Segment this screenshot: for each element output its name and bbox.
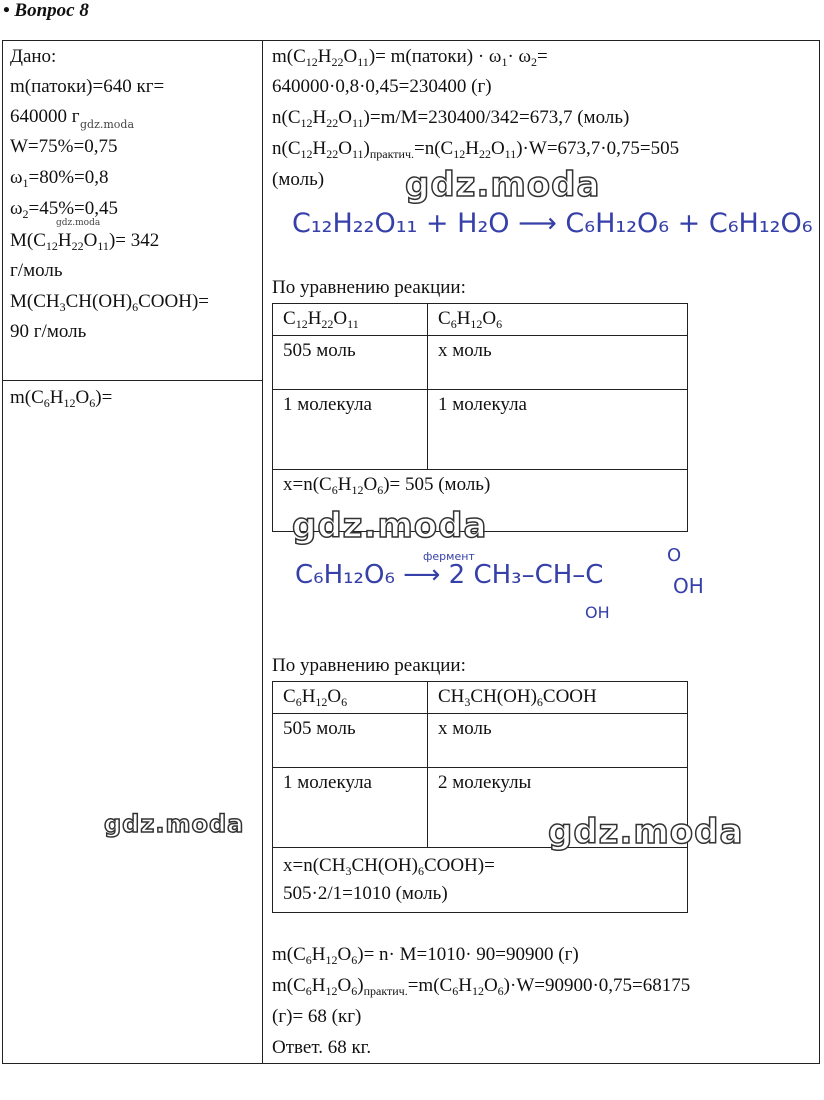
solution-line-3: $n(C_{12}H_{22}O_{11})=m/M=230400/342=673,7$ (моль) bbox=[272, 107, 630, 130]
t1-footer: $x=n(C_6H_{12}O_6)= 505$ (моль) bbox=[273, 470, 688, 532]
given-molar-mass-sucrose-unit: г/моль bbox=[10, 260, 63, 281]
given-find-divider bbox=[2, 380, 262, 381]
t2-header-lactic-acid: $CH_3CH(OH)_6COOH$ bbox=[428, 682, 688, 714]
practical-mass-result: (г)= 68 (кг) bbox=[272, 1006, 362, 1027]
ratio-table-2 bbox=[272, 681, 688, 913]
by-equation-label-2: По уравнению реакции: bbox=[272, 655, 466, 676]
t1-cell: 505 моль bbox=[273, 336, 428, 390]
t2-cell: 505 моль bbox=[273, 714, 428, 768]
t2-footer-line-2: 505·2/1=1010 (моль) bbox=[283, 883, 448, 904]
watermark-small: gdz.moda bbox=[80, 118, 135, 131]
column-divider bbox=[262, 40, 263, 1064]
t1-cell: 1 молекула bbox=[273, 390, 428, 470]
watermark-logo: gdz.moda bbox=[292, 506, 488, 546]
t1-header-glucose: $C_6H_{12}O_6$ bbox=[428, 304, 688, 336]
given-molar-mass-lactic-unit: 90 г/моль bbox=[10, 321, 87, 342]
t2-header-glucose: $C_6H_{12}O_6$ bbox=[273, 682, 428, 714]
solution-line-1: $m(C_{12}H_{22}O_{11})=$ m(патоки) · $\omega_1\cdot \omega_2=$ bbox=[272, 46, 548, 69]
question-title: • Вопрос 8 bbox=[3, 0, 89, 21]
solution-line-5: (моль) bbox=[272, 169, 325, 190]
t1-cell: x моль bbox=[428, 336, 688, 390]
t2-cell: 1 молекула bbox=[273, 768, 428, 848]
given-omega2: $\omega_2=45\%=0,45$ bbox=[10, 198, 119, 221]
solution-line-2: 640000·0,8·0,45=230400 (г) bbox=[272, 76, 492, 97]
given-yield: W=75%=0,75 bbox=[10, 136, 118, 157]
solution-line-4: $n(C_{12}H_{22}O_{11})_{практич.}=n(C_{12}H_{22}O_{11})\cdot W=673,7\cdot 0,75=505$ bbox=[272, 138, 680, 161]
watermark-logo: gdz.moda bbox=[104, 810, 245, 838]
given-molasses: m(патоки)=640 кг= bbox=[10, 76, 165, 97]
handwritten-hydrolysis-equation: C₁₂H₂₂O₁₁ + H₂O ⟶ C₆H₁₂O₆ + C₆H₁₂O₆ bbox=[292, 208, 813, 239]
by-equation-label-1: По уравнению реакции: bbox=[272, 277, 466, 298]
handwritten-carboxyl-oh: OH bbox=[673, 574, 704, 598]
watermark-small: gdz.moda bbox=[56, 218, 101, 228]
find-glucose-mass: $m(C_6H_{12}O_6)=$ bbox=[10, 387, 113, 410]
t2-cell: 2 молекулы bbox=[428, 768, 688, 848]
given-molar-mass-lactic: $M(CH_3CH(OH)_6COOH)=$ bbox=[10, 291, 210, 314]
handwritten-carbonyl-oxygen: O bbox=[667, 545, 682, 566]
glucose-mass-line: $m(C_6H_{12}O_6)= n\cdot M=1010\cdot 90=90900$ (г) bbox=[272, 944, 579, 967]
t1-cell: 1 молекула bbox=[428, 390, 688, 470]
ratio-table-1 bbox=[272, 303, 688, 532]
handwritten-fermentation-equation: C₆H₁₂O₆ ⟶ 2 CH₃–CH–C bbox=[295, 560, 604, 590]
t1-header-sucrose: $C_{12}H_{22}O_{11}$ bbox=[273, 304, 428, 336]
answer: Ответ. 68 кг. bbox=[272, 1037, 372, 1058]
handwritten-hydroxyl: OH bbox=[585, 603, 610, 622]
given-molar-mass-sucrose: $M(C_{12}H_{22}O_{11})= 342$ bbox=[10, 230, 160, 253]
given-omega1: $\omega_1=80\%=0,8$ bbox=[10, 167, 109, 190]
handwritten-enzyme-label: фермент bbox=[423, 550, 475, 563]
t2-footer-line-1: $x=n(CH_3CH(OH)_6COOH)=$ bbox=[283, 855, 495, 878]
given-molasses-grams: 640000 г bbox=[10, 106, 80, 127]
t2-cell: x моль bbox=[428, 714, 688, 768]
watermark-logo: gdz.moda bbox=[405, 165, 601, 205]
practical-mass-line: $m(C_6H_{12}O_6)_{практич.}=m(C_6H_{12}O_6)\cdot W=90900\cdot 0,75=68175$ bbox=[272, 975, 691, 998]
watermark-logo: gdz.moda bbox=[548, 812, 744, 852]
given-label: Дано: bbox=[10, 46, 57, 67]
t2-footer bbox=[273, 848, 688, 913]
